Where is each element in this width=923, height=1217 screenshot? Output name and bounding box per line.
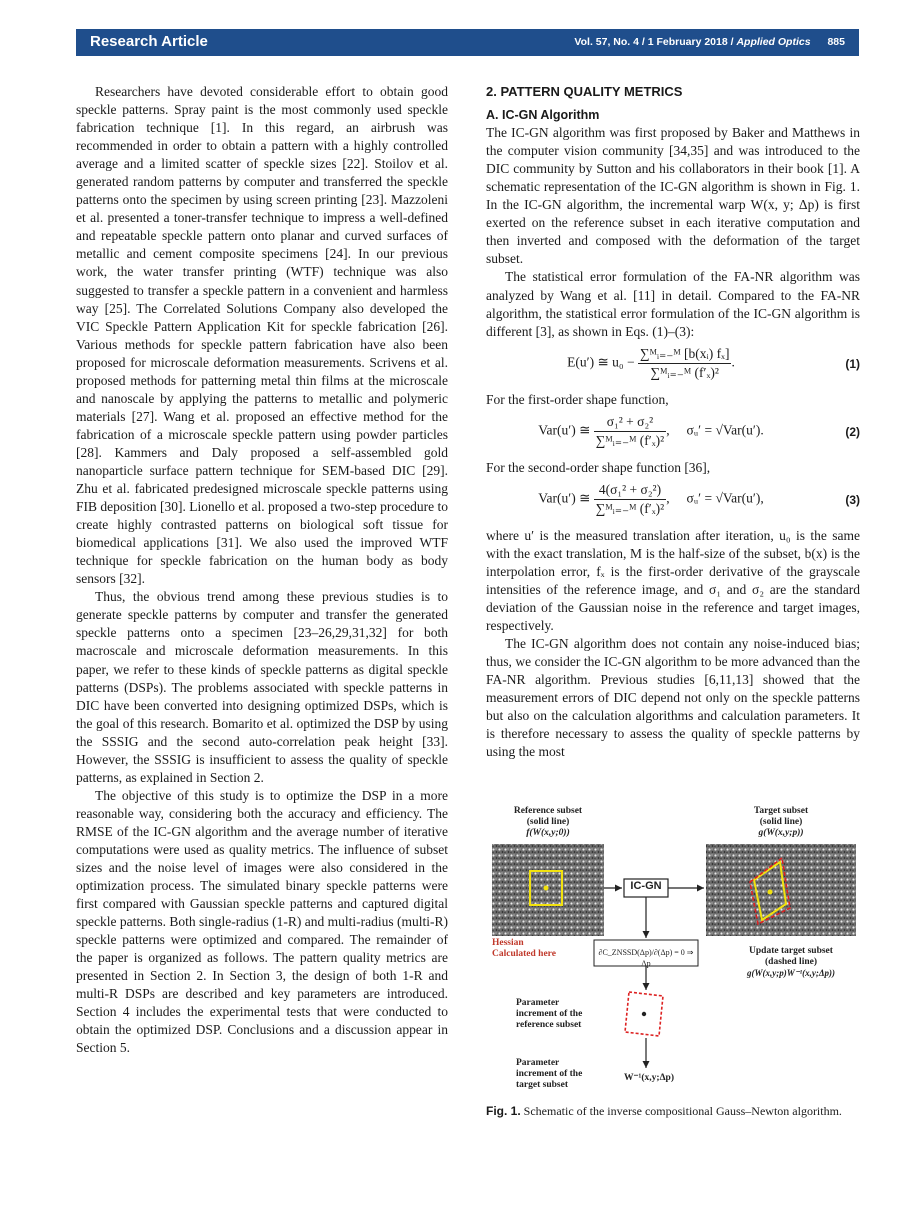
label-line: Parameter <box>516 1058 560 1068</box>
paragraph: The IC-GN algorithm does not contain any noise-induced bias; thus, we consider the IC-GN algorithm to be more advanced than the FA-NR algorithm. Previous studies [6,11,13] showed that the measurement errors of DIC depend not only on the speckle patterns but also on the calculation algorithms and calculation parameters. It is therefore necessary to assess the quality of speckle patterns by using the most <box>486 636 860 760</box>
param-target-label <box>516 1058 582 1091</box>
eq3-lhs: Var(u′) ≅ <box>538 490 591 506</box>
label-line: target subset <box>516 1080 568 1090</box>
paragraph: For the first-order shape function, <box>486 391 669 407</box>
eq1-numerator: ∑ᴹᵢ₌₋ᴹ [b(xᵢ) fₓ] <box>638 345 732 364</box>
paragraph: Thus, the obvious trend among these previous studies is to generate speckle patterns by computer and transfer the generated speckle patterns onto a specimen [23–26,29,31,32] for both macroscale and microscale deformation measurements. In this paper, we refer to these kinds of speckle patterns as digital speckle patterns (DSPs). The problems associated with speckle patterns in DIC have been converted into designing optimized DSPs, which is the goal of this research. Bomarito et al. optimized the DSP by using the SSSIG and the second auto-correlation peak height [33]. However, the SSSIG is insufficient to assess the quality of speckle patterns, as explained in Section 2. <box>76 589 448 785</box>
right-column <box>486 83 860 761</box>
eq3-numerator: 4(σ₁² + σ₂²) <box>594 481 666 500</box>
eq2-denominator: ∑ᴹᵢ₌₋ᴹ (f′ₓ)² <box>595 432 665 448</box>
derivative-label: ∂C_ZNSSD(Δp)/∂(Δp) = 0 ⇒ Δp <box>598 948 694 968</box>
label-line: g(W(x,y;p)) <box>758 828 804 838</box>
paragraph: The statistical error formulation of the FA-NR algorithm was analyzed by Wang et al. [11] in detail. Compared to the FA-NR algorithm, the statistical error formulation of the IC-GN algorithm is different [3], as shown in Eqs. (1)–(3): <box>486 269 860 339</box>
paragraph: The objective of this study is to optimize the DSP in a more reasonable way, considering both the accuracy and efficiency. The RMSE of the IC-GN algorithm and the average number of iterative computations were used as quality metrics. The influence of subset sizes and the noise level of images were also considered in the optimization process. The simulated binary speckle patterns were first compared with Gaussian speckle patterns and captured digital speckle patterns. Both single-radius (1-R) and multi-radius (multi-R) speckle patterns were optimized and compared. The remainder of the paper is organized as follows. The pattern quality metrics are presented in Section 2. In Section 3, the design of both 1-R and multi-R DSPs are described and key parameters are introduced. Section 4 includes the experimental tests that were conducted to obtain the optimized DSP. Conclusions and a discussion appear in Section 5. <box>76 787 448 1056</box>
eq2-rhs: σᵤ′ = √Var(u′). <box>686 422 764 438</box>
target-subset-label <box>726 806 836 839</box>
journal-name: Applied Optics <box>736 36 811 48</box>
label-line: Parameter <box>516 998 560 1008</box>
paragraph: where u′ is the measured translation after iteration, u₀ is the same with the exact translation, M is the half-size of the subset, b(x) is the interpolation error, fₓ is the first-order derivative of the grayscale intensities of the reference image, and σ₁ and σ₂ are the standard deviation of the Gaussian noise in the reference and target images, respectively. <box>486 527 860 633</box>
figure-1 <box>486 800 860 1096</box>
subsection-heading: A. IC-GN Algorithm <box>486 108 600 123</box>
label-line: increment of the <box>516 1069 583 1079</box>
update-target-label <box>726 946 856 979</box>
page-number: 885 <box>827 36 845 48</box>
winv-label: W⁻¹(x,y;Δp) <box>624 1073 674 1083</box>
label-line: reference subset <box>516 1020 582 1030</box>
journal-volume: Vol. 57, No. 4 / 1 February 2018 / <box>574 36 734 48</box>
reference-subset-label <box>496 806 600 839</box>
increment-center <box>642 1012 646 1016</box>
eq2-lhs: Var(u′) ≅ <box>538 422 591 438</box>
equation-1: E(u′) ≅ u₀ − $\frac{\text{∑ᴹᵢ₌₋ᴹ [b(xᵢ) fₓ]}}{\text{∑ᴹᵢ₌₋ᴹ (f′ₓ)²}}$ . (1) <box>486 341 860 391</box>
left-column <box>76 83 448 1058</box>
param-ref-label <box>516 998 582 1031</box>
caption-text: Schematic of the inverse compositional Gauss–Newton algorithm. <box>523 1104 842 1118</box>
reference-image <box>492 844 604 936</box>
eq3-number: (3) <box>845 492 860 507</box>
target-center <box>768 890 773 895</box>
label-line: Reference subset <box>513 806 583 816</box>
equation-2: Var(u′) ≅ $\frac{\text{σ₁² + σ₂²}}{\text{∑ᴹᵢ₌₋ᴹ (f′ₓ)²}}$ , σᵤ′ = √Var(u′). (2) <box>486 409 860 459</box>
paragraph: The IC-GN algorithm was first proposed by Baker and Matthews in the computer vision community [34,35] and was introduced to the DIC community by Sutton and his collaborators in their book [1]. A schematic representation of the IC-GN algorithm is shown in Fig. 1. In the IC-GN algorithm, the incremental warp W(x, y; Δp) is first exerted on the reference subset in each iterative computation and then inverted and composed with the deformation of the target subset. <box>486 125 860 267</box>
eq1-denominator: ∑ᴹᵢ₌₋ᴹ (f′ₓ)² <box>650 364 719 380</box>
label-line: (solid line) <box>526 817 570 827</box>
eq3-rhs: σᵤ′ = √Var(u′), <box>686 490 764 506</box>
label-line: Update target subset <box>749 946 833 956</box>
caption-label: Fig. 1. <box>486 1104 521 1118</box>
label-line: (dashed line) <box>765 957 817 967</box>
label-line: (solid line) <box>759 817 803 827</box>
eq1-lhs: E(u′) ≅ u₀ − <box>567 354 635 370</box>
label-line: increment of the <box>516 1009 583 1019</box>
page-header <box>76 29 859 56</box>
reference-center <box>544 886 549 891</box>
label-line: Calculated here <box>492 949 556 959</box>
label-line: g(W(x,y;p)W⁻¹(x,y;Δp)) <box>746 968 836 978</box>
label-line: f(W(x,y;0)) <box>526 828 570 838</box>
icgn-label: IC-GN <box>630 880 662 892</box>
eq1-number: (1) <box>845 356 860 371</box>
hessian-label <box>492 938 556 960</box>
figure-caption <box>486 1103 860 1119</box>
paragraph: For the second-order shape function [36], <box>486 459 711 475</box>
article-type-label: Research Article <box>90 33 208 50</box>
label-line: Target subset <box>753 806 809 816</box>
section-heading: 2. PATTERN QUALITY METRICS <box>486 84 683 99</box>
label-line: Hessian <box>492 938 524 948</box>
journal-info <box>574 36 845 48</box>
equation-3: Var(u′) ≅ $\frac{\text{4(σ₁² + σ₂²)}}{\text{∑ᴹᵢ₌₋ᴹ (f′ₓ)²}}$ , σᵤ′ = √Var(u′), (3) <box>486 477 860 527</box>
eq2-numerator: σ₁² + σ₂² <box>594 413 666 432</box>
eq2-number: (2) <box>845 424 860 439</box>
eq3-denominator: ∑ᴹᵢ₌₋ᴹ (f′ₓ)² <box>595 500 665 516</box>
paragraph: Researchers have devoted considerable effort to obtain good speckle patterns. Spray paint is the most commonly used speckle fabrication technique [1]. In this regard, an airbrush was recommended in order to obtain a pattern with a highly controlled average and a limited scatter of speckle sizes [22]. Stoilov et al. generated random patterns by computer and transferred the speckle patterns onto the specimen by using screen printing [23]. Mazzoleni et al. presented a toner-transfer technique to impress a well-defined and repeatable speckle pattern onto planar and curved surfaces of metallic and cement composite specimens [24]. In our previous work, the water transfer printing (WTF) technique was also suggested to transfer a speckle pattern in a convenient and harmless way [25]. The Correlated Solutions Company also developed the VIC Speckle Pattern Application Kit for speckle fabrication [26]. Various methods for speckle pattern fabrication have also been proposed for microscale deformation measurements. Scrivens et al. proposed methods for patterning metal thin films at the microscale and nanoscale by applying the patterns to metallic and polymeric materials [27]. Wang et al. proposed an effective method for the fabrication of a microscale speckle pattern using powder particles [28]. Kammers and Daly proposed a self-assembled gold nanoparticle surface pattern technique for SEM-based DIC [29]. Zhu et al. fabricated predesigned microscale speckle patterns using FIB deposition [30]. Lionello et al. proposed a two-step procedure to create highly contrasted patterns on biological soft tissue for biomedical applications [31]. We also used the improved WTF technique for speckle fabrication on the human body as body sensors [32]. <box>76 84 448 587</box>
